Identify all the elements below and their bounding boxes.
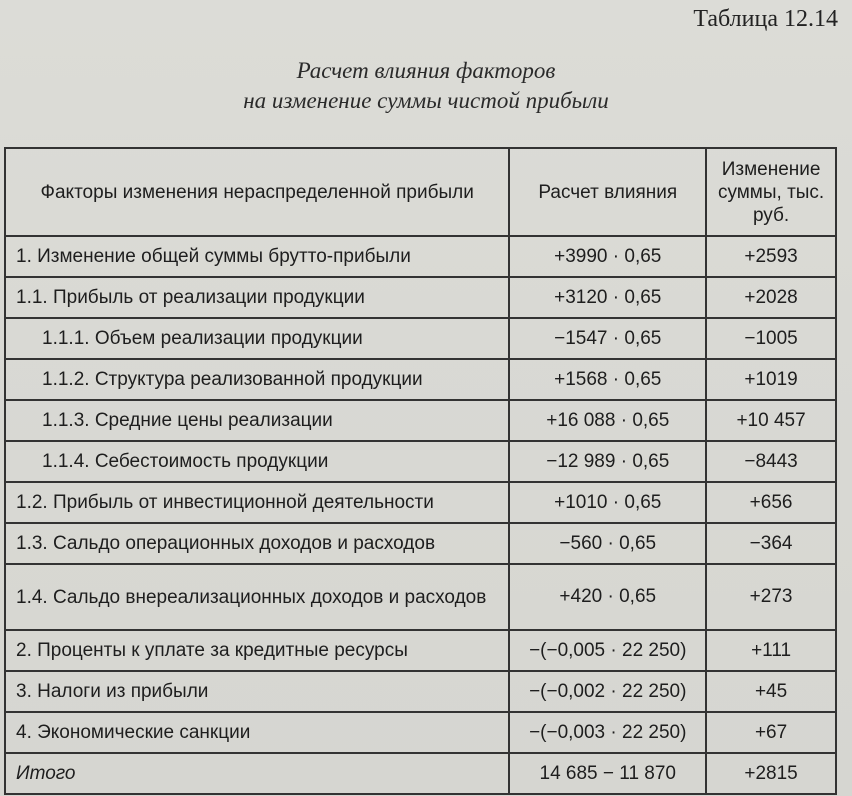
column-header-factors: Факторы изменения нераспределенной прибыли xyxy=(5,148,509,236)
calculation-cell: −(−0,002 · 22 250) xyxy=(509,671,706,712)
factor-cell: 1.1.1. Объем реализации продукции xyxy=(5,318,509,359)
factor-cell: 1.1.2. Структура реализованной продукции xyxy=(5,359,509,400)
change-cell: +273 xyxy=(706,564,836,630)
table-row xyxy=(5,523,836,564)
change-cell: +656 xyxy=(706,482,836,523)
change-cell: +2028 xyxy=(706,277,836,318)
calculation-cell: 14 685 − 11 870 xyxy=(509,753,706,794)
change-cell: +10 457 xyxy=(706,400,836,441)
table-number: Таблица 12.14 xyxy=(693,6,838,32)
factor-cell: 1. Изменение общей суммы брутто-прибыли xyxy=(5,236,509,277)
table-title-line-2: на изменение суммы чистой прибыли xyxy=(243,88,609,113)
table-header-row xyxy=(5,148,836,236)
calculation-cell: +16 088 · 0,65 xyxy=(509,400,706,441)
factor-cell: 2. Проценты к уплате за кредитные ресурсы xyxy=(5,630,509,671)
change-cell: +111 xyxy=(706,630,836,671)
change-cell: +1019 xyxy=(706,359,836,400)
change-cell: +2593 xyxy=(706,236,836,277)
table-row xyxy=(5,482,836,523)
total-label-cell: Итого xyxy=(5,753,509,794)
column-header-change: Изменение суммы, тыс. руб. xyxy=(706,148,836,236)
factor-cell: 3. Налоги из прибыли xyxy=(5,671,509,712)
table-row xyxy=(5,236,836,277)
table-row xyxy=(5,318,836,359)
change-cell: +2815 xyxy=(706,753,836,794)
calculation-cell: −1547 · 0,65 xyxy=(509,318,706,359)
calculation-cell: +3990 · 0,65 xyxy=(509,236,706,277)
factor-cell: 4. Экономические санкции xyxy=(5,712,509,753)
table-row xyxy=(5,630,836,671)
change-cell: −8443 xyxy=(706,441,836,482)
factor-cell: 1.1.4. Себестоимость продукции xyxy=(5,441,509,482)
change-cell: +45 xyxy=(706,671,836,712)
table-row xyxy=(5,441,836,482)
change-cell: −364 xyxy=(706,523,836,564)
factor-influence-table xyxy=(4,147,837,795)
column-header-calculation: Расчет влияния xyxy=(509,148,706,236)
calculation-cell: −(−0,005 · 22 250) xyxy=(509,630,706,671)
table-row xyxy=(5,671,836,712)
calculation-cell: +1010 · 0,65 xyxy=(509,482,706,523)
table-row xyxy=(5,712,836,753)
change-cell: −1005 xyxy=(706,318,836,359)
table-row xyxy=(5,277,836,318)
table-row xyxy=(5,564,836,630)
table-row xyxy=(5,359,836,400)
table-title-line-1: Расчет влияния факторов xyxy=(296,58,556,83)
factor-cell: 1.1.3. Средние цены реализации xyxy=(5,400,509,441)
calculation-cell: −12 989 · 0,65 xyxy=(509,441,706,482)
calculation-cell: +3120 · 0,65 xyxy=(509,277,706,318)
calculation-cell: −(−0,003 · 22 250) xyxy=(509,712,706,753)
factor-cell: 1.2. Прибыль от инвестиционной деятельности xyxy=(5,482,509,523)
factor-cell: 1.1. Прибыль от реализации продукции xyxy=(5,277,509,318)
table-row-total xyxy=(5,753,836,794)
factor-cell: 1.3. Сальдо операционных доходов и расходов xyxy=(5,523,509,564)
factor-cell: 1.4. Сальдо внереализационных доходов и расходов xyxy=(5,564,509,630)
calculation-cell: −560 · 0,65 xyxy=(509,523,706,564)
table-row xyxy=(5,400,836,441)
change-cell: +67 xyxy=(706,712,836,753)
calculation-cell: +1568 · 0,65 xyxy=(509,359,706,400)
calculation-cell: +420 · 0,65 xyxy=(509,564,706,630)
